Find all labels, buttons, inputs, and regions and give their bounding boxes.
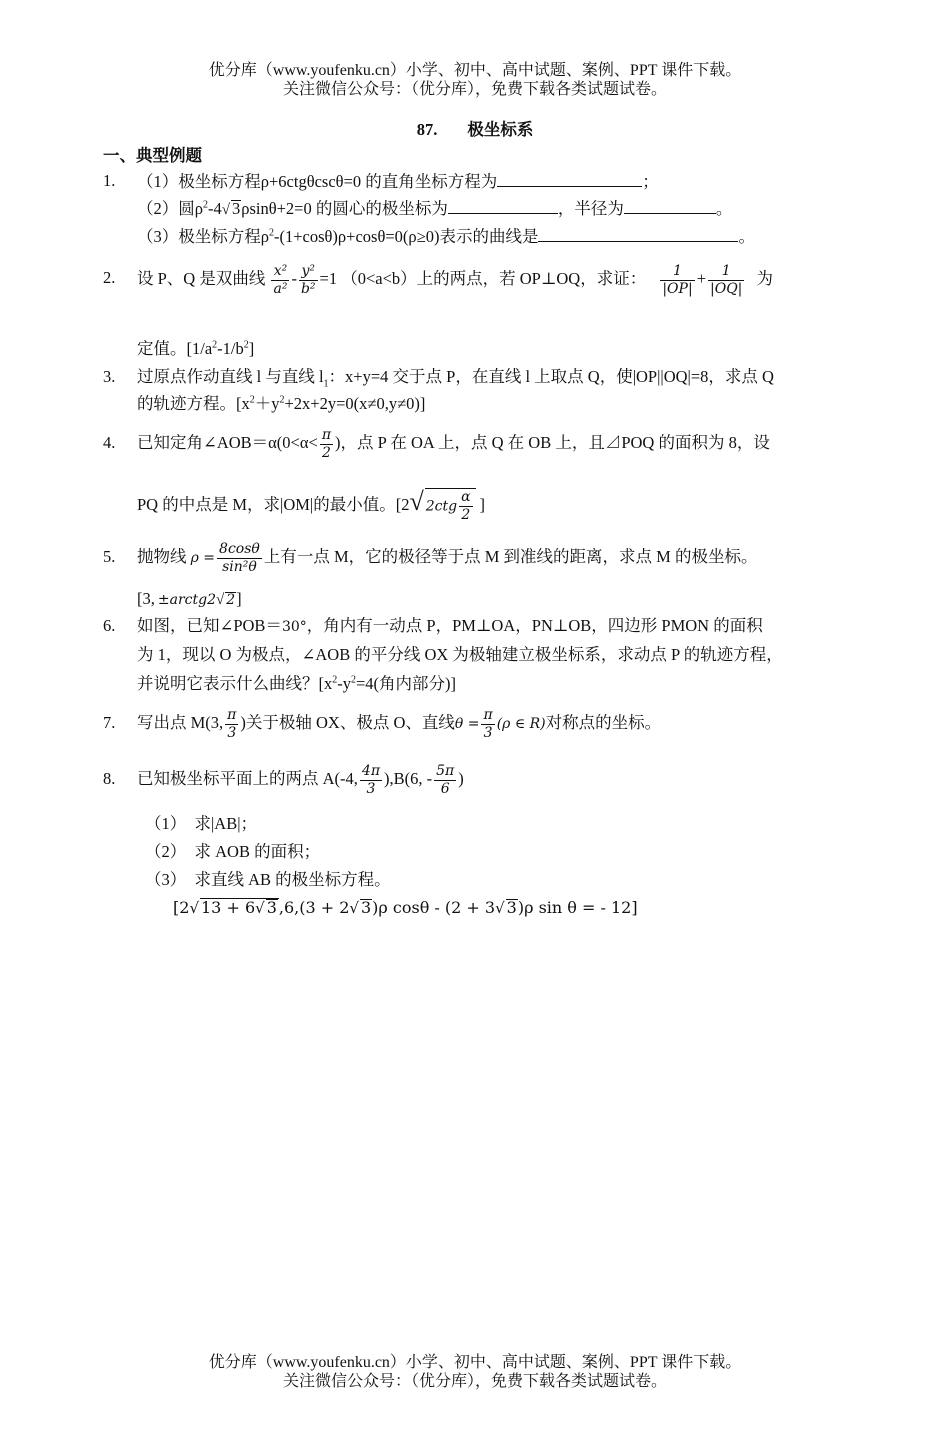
radicand xyxy=(200,898,279,916)
q3-line-1 xyxy=(137,367,774,390)
numerator: π xyxy=(483,706,493,723)
question-number: 7. xyxy=(103,713,116,732)
q2-answer: 定值。[1/a xyxy=(137,339,213,358)
q4-answer: PQ 的中点是 M，求|OM|的最小值。[2 xyxy=(137,495,410,514)
q7-line-1 xyxy=(137,706,661,742)
theta-equals: θ = xyxy=(454,716,480,732)
subscript: 1 xyxy=(323,378,329,390)
bracket-close: ] xyxy=(631,898,638,917)
fraction-1-op xyxy=(660,263,694,298)
q1-part-1-end: ； xyxy=(642,172,659,191)
q2-answer-end: ] xyxy=(248,339,255,358)
q4-text-b: )，点 P 在 OA 上，点 Q 在 OB 上，且⊿POQ 的面积为 8，设 xyxy=(335,433,770,452)
numerator: 5π xyxy=(436,762,455,779)
plus-sign: + xyxy=(696,269,706,288)
fraction-pi-3 xyxy=(481,707,494,742)
q8-text-c: ) xyxy=(458,769,464,788)
radicand: 3 xyxy=(266,898,277,917)
fraction-5pi-6 xyxy=(434,763,456,798)
q6-text-b: ，角内有一动点 P，PM⊥OA，PN⊥OB，四边形 PMON 的面积 xyxy=(306,616,763,635)
answer-blank xyxy=(624,198,716,214)
fraction-pi-2 xyxy=(320,427,333,462)
q1-part-2-text-b: ρsinθ+2=0 的圆心的极坐标为 xyxy=(241,199,448,218)
denominator: a² xyxy=(273,280,288,297)
fraction-x2-a2 xyxy=(271,263,289,298)
sqrt-sign: √ xyxy=(255,899,265,917)
numerator: 8cosθ xyxy=(219,540,260,557)
fraction-1-oq xyxy=(708,263,744,298)
q1-part-1 xyxy=(137,171,659,192)
superscript: 2 xyxy=(243,339,249,351)
q6-line-1 xyxy=(137,616,763,637)
q3-answer-c: +2x+2y=0(x≠0,y≠0)] xyxy=(284,394,426,413)
question-number: 2. xyxy=(103,268,116,287)
numerator: 4π xyxy=(361,762,381,779)
q8-text: 已知极坐标平面上的两点 A(-4, xyxy=(137,769,358,788)
q3-answer-b: ＋y xyxy=(254,394,280,413)
equals-one: =1 xyxy=(319,269,338,288)
q8-text-b: ),B(6, - xyxy=(384,769,433,788)
radicand: 2 xyxy=(226,592,236,608)
q2-answer-b: -1/b xyxy=(217,339,244,358)
radicand: 3 xyxy=(360,898,372,917)
q5-answer: [3, xyxy=(137,589,155,608)
q7-text-c: 对称点的坐标。 xyxy=(545,713,662,732)
question-number: 8. xyxy=(103,769,116,788)
q8-answer xyxy=(173,898,638,918)
fraction-y2-b2 xyxy=(299,263,318,298)
question-number: 3. xyxy=(103,367,116,386)
q4-line-1 xyxy=(137,426,770,462)
superscript: 2 xyxy=(351,674,356,686)
footer-line-2: 关注微信公众号：（优分库），免费下载各类试题试卷。 xyxy=(282,1373,667,1390)
q3-text-b: ：x+y=4 交于点 P，在直线 l 上取点 Q，使|OP||OQ|=8，求点 Q xyxy=(328,367,774,386)
numerator: 1 xyxy=(721,262,731,279)
q5-line-2 xyxy=(137,589,242,610)
sqrt-sign: √ xyxy=(221,202,230,218)
q1-part-2 xyxy=(137,198,732,220)
denominator: 2 xyxy=(320,444,333,462)
rho-equals: ρ = xyxy=(190,550,216,566)
q3-answer: 的轨迹方程。[x xyxy=(137,394,250,413)
radicand: 3 xyxy=(506,898,517,917)
answer-text-c: )ρ sin θ = - 12 xyxy=(517,898,632,917)
q8-line-1 xyxy=(137,760,464,798)
title-text: 极坐标系 xyxy=(467,120,534,139)
radicand: 3 xyxy=(231,199,241,218)
q1-part-2-end: 。 xyxy=(715,199,733,218)
section-heading: 一、典型例题 xyxy=(103,146,202,165)
q5-answer-end: ] xyxy=(236,589,242,608)
question-number: 4. xyxy=(103,433,116,452)
numerator: y² xyxy=(301,262,315,279)
denominator: 3 xyxy=(481,724,494,742)
q6-answer: 并说明它表示什么曲线？[x xyxy=(137,674,333,693)
answer-blank xyxy=(448,198,558,214)
coefficient: 2 xyxy=(179,898,190,917)
title-number: 87. xyxy=(416,120,438,139)
sqrt-sign: √ xyxy=(349,899,359,917)
q1-part-3 xyxy=(137,226,755,247)
radicand-text: 2ctg xyxy=(425,498,458,514)
header-line-2: 关注微信公众号：（优分库），免费下载各类试题试卷。 xyxy=(282,81,667,98)
q1-part-1-text: （1）极坐标方程ρ+6ctgθcscθ=0 的直角坐标方程为 xyxy=(137,172,498,191)
q2-text-b: （0<a<b）上的两点，若 OP⊥OQ，求证： xyxy=(341,269,647,288)
denominator: b² xyxy=(300,280,316,297)
numerator: x² xyxy=(273,262,288,279)
answer-text-b: )ρ cosθ - (2 + 3 xyxy=(372,898,496,917)
page-header xyxy=(0,61,950,99)
superscript: 2 xyxy=(212,339,218,351)
superscript: 2 xyxy=(202,199,208,211)
header-line-1: 优分库（www.youfenku.cn）小学、初中、高中试题、案例、PPT 课件下载。 xyxy=(208,62,742,79)
answer-blank xyxy=(538,226,738,242)
q1-part-3-text-b: -(1+cosθ)ρ+cosθ=0(ρ≥0)表示的曲线是 xyxy=(273,227,539,246)
page-footer xyxy=(0,1353,950,1391)
fraction-alpha-2 xyxy=(459,489,472,524)
superscript: 2 xyxy=(332,674,338,686)
question-number: 6. xyxy=(103,616,116,635)
q4-text: 已知定角∠AOB＝α(0<α< xyxy=(137,433,318,452)
answer-blank xyxy=(497,171,642,187)
answer-text: ,6,(3 + 2 xyxy=(278,898,350,917)
q1-part-3-text: （3）极坐标方程ρ xyxy=(137,227,269,246)
fraction-8cos-sin2 xyxy=(217,541,262,576)
q6-text: 如图，已知∠POB＝ xyxy=(137,616,282,635)
denominator: |OQ| xyxy=(710,280,743,297)
q3-text: 过原点作动直线 l 与直线 l xyxy=(137,367,324,386)
q8-subquestion-2: （2） 求 AOB 的面积； xyxy=(145,842,321,861)
q1-part-3-end: 。 xyxy=(738,227,755,246)
numerator: π xyxy=(227,706,237,723)
q8-subquestion-3: （3） 求直线 AB 的极坐标方程。 xyxy=(145,870,391,889)
sqrt-sign: √ xyxy=(189,899,199,917)
angle-value: 30° xyxy=(281,619,307,635)
q7-text-b: )关于极轴 OX、极点 O、直线 xyxy=(240,713,455,732)
q6-line-3 xyxy=(137,674,456,694)
q5-text: 抛物线 xyxy=(137,547,187,566)
radicand-text: 13 + 6 xyxy=(201,898,256,917)
q3-line-2 xyxy=(137,394,425,414)
denominator: 3 xyxy=(225,724,238,742)
q6-answer-c: =4(角内部分)] xyxy=(356,674,457,693)
sqrt-sign: √ xyxy=(409,487,424,516)
denominator: sin²θ xyxy=(217,558,262,576)
q2-text: 设 P、Q 是双曲线 xyxy=(137,269,266,288)
question-number: 1. xyxy=(103,171,116,190)
denominator: 3 xyxy=(360,780,382,798)
denominator: 6 xyxy=(434,780,456,798)
fraction-pi-3 xyxy=(225,707,238,742)
q4-line-2 xyxy=(137,482,485,525)
q6-line-2: 为 1，现以 O 为极点，∠AOB 的平分线 OX 为极轴建立极坐标系，求动点 P 的轨迹方程， xyxy=(137,645,783,664)
q8-subquestion-1: （1） 求|AB|； xyxy=(145,814,258,833)
minus-sign: - xyxy=(291,269,297,288)
numerator: α xyxy=(461,488,471,505)
footer-line-1: 优分库（www.youfenku.cn）小学、初中、高中试题、案例、PPT 课件下载。 xyxy=(208,1354,742,1371)
numerator: π xyxy=(321,426,332,443)
q2-text-c: 为 xyxy=(756,269,774,288)
q1-part-2-text-c: ，半径为 xyxy=(557,199,624,218)
numerator: 1 xyxy=(673,262,682,279)
rho-condition: (ρ ∈ R) xyxy=(496,716,546,732)
q2-line-2 xyxy=(137,339,254,359)
radicand xyxy=(425,488,476,524)
q1-part-2-coef: -4 xyxy=(207,199,222,218)
sqrt-sign: √ xyxy=(216,592,225,608)
q1-part-2-text: （2）圆ρ xyxy=(137,199,203,218)
denominator: |OP| xyxy=(662,280,693,297)
q6-answer-b: -y xyxy=(337,674,351,693)
fraction-4pi-3 xyxy=(360,763,382,798)
arctg-math: ±arctg xyxy=(157,592,208,608)
page-title xyxy=(0,116,950,140)
q5-line-1 xyxy=(137,538,757,577)
question-number: 5. xyxy=(103,547,116,566)
q7-text: 写出点 M(3, xyxy=(137,713,224,732)
q5-text-b: 上有一点 M，它的极径等于点 M 到准线的距离，求点 M 的极坐标。 xyxy=(263,547,758,566)
sqrt-sign: √ xyxy=(495,899,505,917)
superscript: 2 xyxy=(268,227,274,239)
denominator: 2 xyxy=(459,506,472,524)
q4-answer-end: ] xyxy=(479,495,486,514)
bracket-open: [ xyxy=(173,898,180,917)
superscript: 2 xyxy=(279,394,285,406)
superscript: 2 xyxy=(249,394,255,406)
q2-line-1 xyxy=(137,262,773,298)
coefficient: 2 xyxy=(207,592,216,608)
